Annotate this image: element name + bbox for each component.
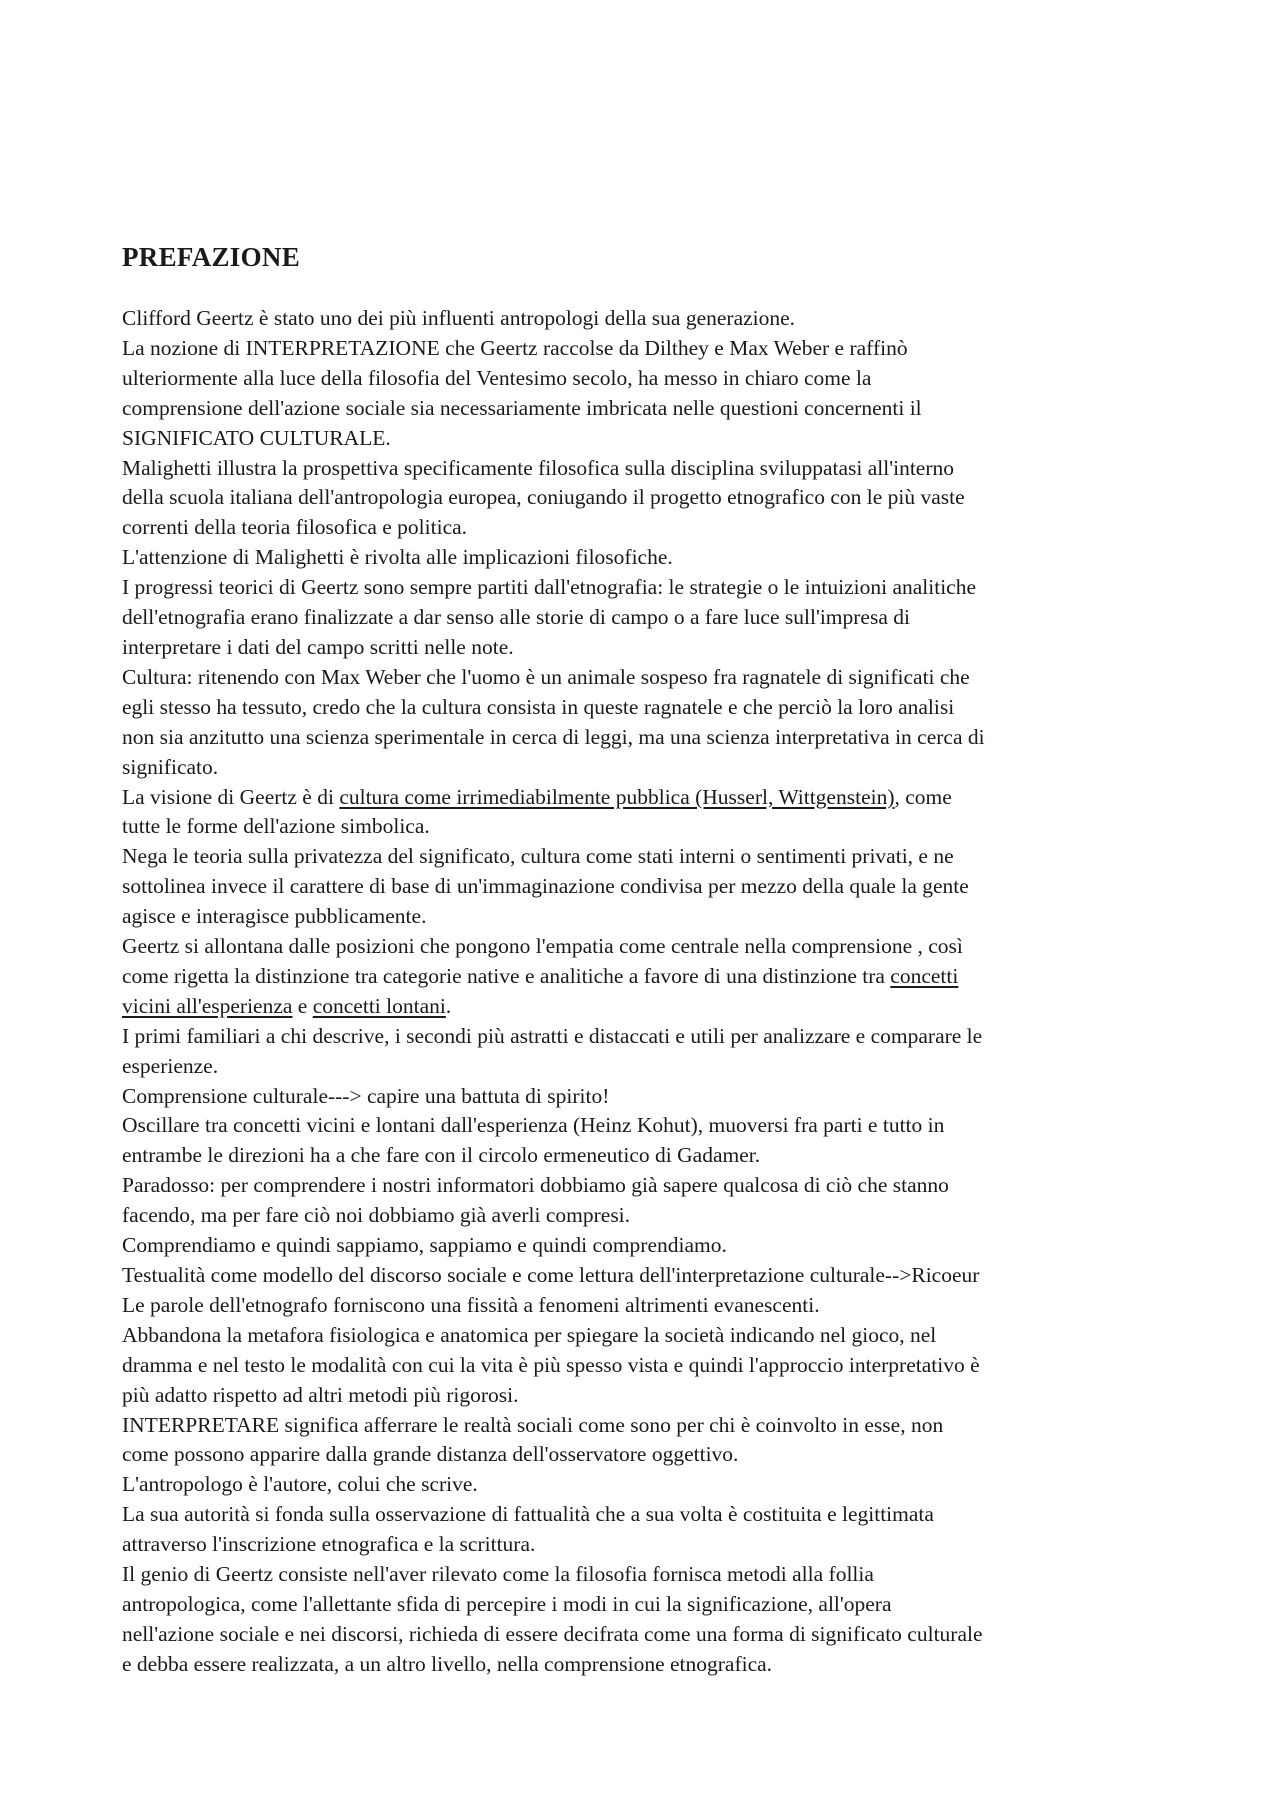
underlined-phrase: concetti lontani: [312, 993, 446, 1018]
text-line: La sua autorità si fonda sulla osservazione di fattualità che a sua volta è costituita e legittimata: [122, 1502, 934, 1527]
text-line: I progressi teorici di Geertz sono sempre partiti dall'etnografia: le strategie o le intuizioni analitiche: [122, 575, 977, 600]
text-line: facendo, ma per fare ciò noi dobbiamo già averli compresi.: [122, 1203, 631, 1228]
underlined-phrase: cultura come irrimediabilmente pubblica (Husserl, Wittgenstein): [339, 784, 895, 809]
text-line: Cultura: ritenendo con Max Weber che l'uomo è un animale sospeso fra ragnatele di significati che: [122, 664, 970, 689]
text-line: Le parole dell'etnografo forniscono una fissità a fenomeni altrimenti evanescenti.: [122, 1292, 820, 1317]
text-segment: e: [292, 993, 313, 1018]
text-line: Abbandona la metafora fisiologica e anatomica per spiegare la società indicando nel gioco, nel: [122, 1322, 937, 1347]
text-line: della scuola italiana dell'antropologia europea, coniugando il progetto etnografico con le più vaste: [122, 485, 965, 510]
text-line: SIGNIFICATO CULTURALE.: [122, 425, 391, 450]
text-line: Il genio di Geertz consiste nell'aver rilevato come la filosofia fornisca metodi alla follia: [122, 1562, 874, 1587]
text-line: come possono apparire dalla grande distanza dell'osservatore oggettivo.: [122, 1442, 739, 1467]
text-line: non sia anzitutto una scienza sperimentale in cerca di leggi, ma una scienza interpretativa in cerca di: [122, 724, 985, 749]
text-line-underlined: [122, 783, 1182, 813]
text-line: esperienze.: [122, 1053, 219, 1078]
underlined-phrase: concetti: [890, 963, 959, 988]
text-line: comprensione dell'azione sociale sia necessariamente imbricata nelle questioni concernenti il: [122, 395, 922, 420]
text-line: INTERPRETARE significa afferrare le realtà sociali come sono per chi è coinvolto in esse, non: [122, 1412, 944, 1437]
text-segment: .: [445, 993, 452, 1018]
text-line: Paradosso: per comprendere i nostri informatori dobbiamo già sapere qualcosa di ciò che stanno: [122, 1173, 949, 1198]
text-line: significato.: [122, 754, 219, 779]
text-line: nell'azione sociale e nei discorsi, richieda di essere decifrata come una forma di significato culturale: [122, 1621, 983, 1646]
text-line: dramma e nel testo le modalità con cui la vita è più spesso vista e quindi l'approccio interpretativo è: [122, 1352, 980, 1377]
text-line: Testualità come modello del discorso sociale e come lettura dell'interpretazione culturale-->Ricoeur: [122, 1263, 980, 1287]
text-line: attraverso l'inscrizione etnografica e la scrittura.: [122, 1532, 536, 1557]
text-line: La nozione di INTERPRETAZIONE che Geertz raccolse da Dilthey e Max Weber e raffinò: [122, 335, 908, 360]
text-line: sottolinea invece il carattere di base di un'immaginazione condivisa per mezzo della quale la gente: [122, 874, 969, 899]
text-line: correnti della teoria filosofica e politica.: [122, 515, 468, 540]
text-line: Oscillare tra concetti vicini e lontani dall'esperienza (Heinz Kohut), muoversi fra parti e tutto in: [122, 1113, 945, 1138]
text-segment: , come: [894, 784, 952, 809]
text-line: dell'etnografia erano finalizzate a dar senso alle storie di campo o a fare luce sull'impresa di: [122, 605, 910, 630]
text-line: più adatto rispetto ad altri metodi più rigorosi.: [122, 1382, 519, 1407]
text-line: e debba essere realizzata, a un altro livello, nella comprensione etnografica.: [122, 1651, 773, 1676]
text-line: antropologica, come l'allettante sfida di percepire i modi in cui la significazione, all'opera: [122, 1591, 892, 1616]
document-body: [122, 240, 1182, 1680]
text-line-underlined: [122, 992, 1182, 1022]
text-line: Comprendiamo e quindi sappiamo, sappiamo e quindi comprendiamo.: [122, 1233, 727, 1258]
text-segment: come rigetta la distinzione tra categorie native e analitiche a favore di una distinzione tra: [122, 963, 891, 988]
text-line: interpretare i dati del campo scritti nelle note.: [122, 634, 514, 659]
text-line: L'antropologo è l'autore, colui che scrive.: [122, 1472, 478, 1497]
text-line: ulteriormente alla luce della filosofia del Ventesimo secolo, ha messo in chiaro come la: [122, 365, 872, 390]
text-line: Clifford Geertz è stato uno dei più influenti antropologi della sua generazione.: [122, 306, 796, 330]
text-line: Malighetti illustra la prospettiva specificamente filosofica sulla disciplina sviluppatasi all'interno: [122, 455, 955, 480]
text-line: tutte le forme dell'azione simbolica.: [122, 814, 430, 839]
text-line: L'attenzione di Malighetti è rivolta alle implicazioni filosofiche.: [122, 545, 673, 570]
text-line: Nega le teoria sulla privatezza del significato, cultura come stati interni o sentimenti privati, e ne: [122, 844, 954, 869]
text-line: Geertz si allontana dalle posizioni che pongono l'empatia come centrale nella comprensione , così: [122, 934, 963, 959]
text-line: I primi familiari a chi descrive, i secondi più astratti e distaccati e utili per analizzare e comparare le: [122, 1023, 983, 1048]
text-line-underlined: [122, 962, 1182, 992]
underlined-phrase: vicini all'esperienza: [122, 993, 293, 1018]
text-line: agisce e interagisce pubblicamente.: [122, 904, 427, 929]
text-line: egli stesso ha tessuto, credo che la cultura consista in queste ragnatele e che perciò la loro analisi: [122, 694, 955, 719]
text-segment: La visione di Geertz è di: [122, 784, 340, 809]
text-line: entrambe le direzioni ha a che fare con il circolo ermeneutico di Gadamer.: [122, 1143, 761, 1168]
text-line: Comprensione culturale---> capire una battuta di spirito!: [122, 1083, 610, 1108]
page-title: PREFAZIONE: [122, 242, 301, 272]
